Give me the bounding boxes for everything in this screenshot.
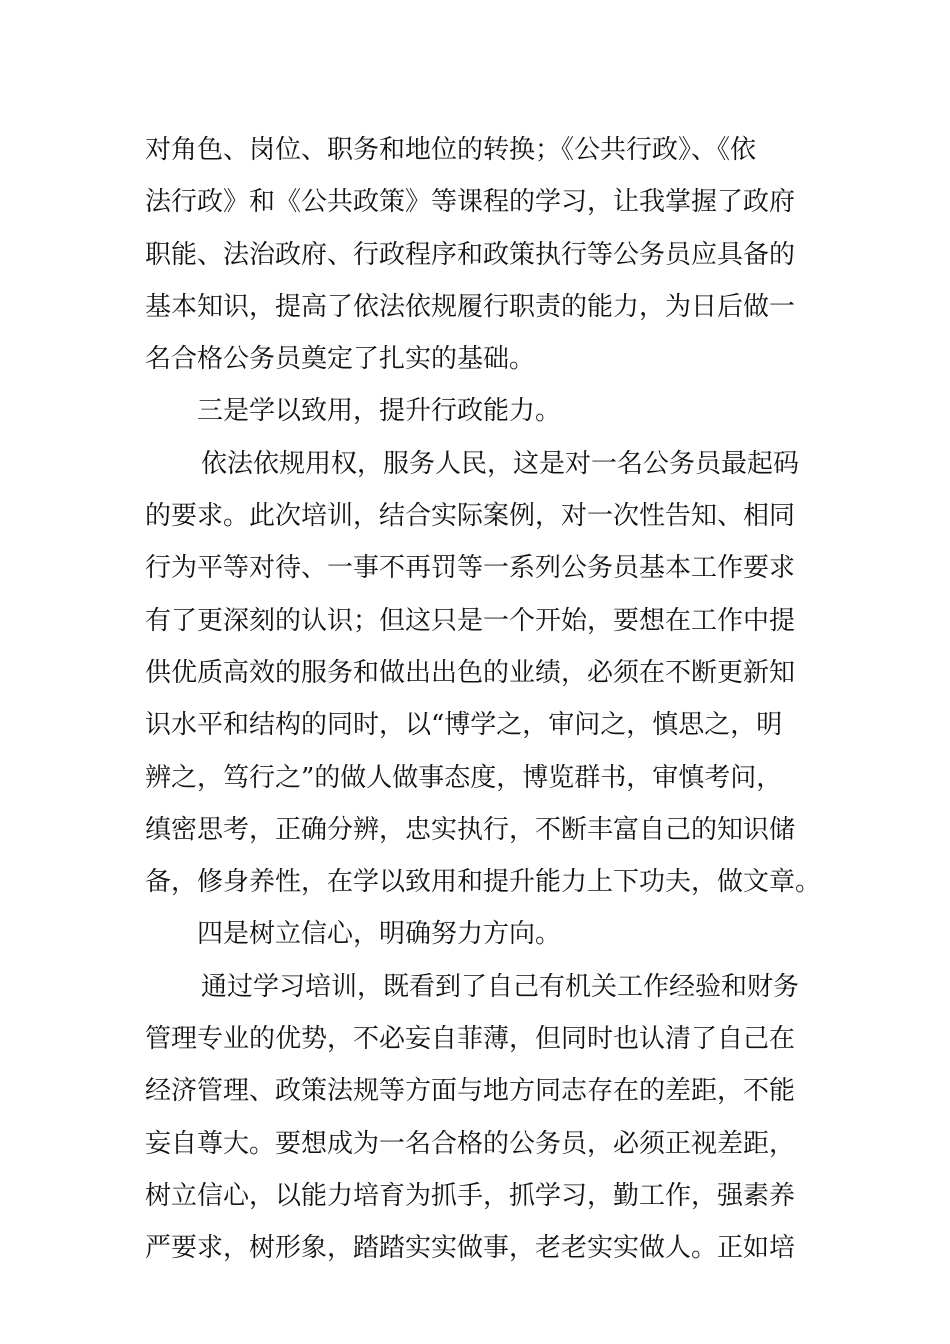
text-line: 管理专业的优势，不必妄自菲薄，但同时也认清了自己在	[145, 1024, 796, 1055]
document-body	[145, 124, 825, 1275]
text-line: 供优质高效的服务和做出出色的业绩，必须在不断更新知	[145, 657, 796, 688]
text-line: 通过学习培训，既看到了自己有机关工作经验和财务	[201, 971, 800, 1002]
text-line: 基本知识，提高了依法依规履行职责的能力，为日后做一	[145, 291, 796, 322]
text-line: 严要求，树形象，踏踏实实做事，老老实实做人。正如培	[145, 1233, 796, 1264]
text-line: 名合格公务员奠定了扎实的基础。	[145, 344, 536, 375]
text-line: 备，修身养性，在学以致用和提升能力上下功夫，做文章。	[145, 867, 822, 898]
text-line: 的要求。此次培训，结合实际案例，对一次性告知、相同	[145, 501, 796, 532]
text-line: 缜密思考，正确分辨，忠实执行，不断丰富自己的知识储	[145, 814, 796, 845]
text-line: 行为平等对待、一事不再罚等一系列公务员基本工作要求	[145, 553, 796, 584]
text-line: 有了更深刻的认识；但这只是一个开始，要想在工作中提	[145, 605, 796, 636]
text-line: 法行政》和《公共政策》等课程的学习，让我掌握了政府	[145, 187, 796, 218]
text-line: 妄自尊大。要想成为一名合格的公务员，必须正视差距，	[145, 1128, 796, 1159]
text-line: 辨之，笃行之”的做人做事态度，博览群书，审慎考问，	[145, 762, 783, 793]
text-line: 识水平和结构的同时，以“博学之，审问之，慎思之，明	[145, 710, 783, 741]
text-line: 职能、法治政府、行政程序和政策执行等公务员应具备的	[145, 239, 796, 270]
section-heading: 四是树立信心，明确努力方向。	[197, 919, 562, 950]
text-line: 经济管理、政策法规等方面与地方同志存在的差距，不能	[145, 1076, 796, 1107]
text-line: 依法依规用权，服务人民，这是对一名公务员最起码	[201, 448, 800, 479]
text-line: 对角色、岗位、职务和地位的转换；《公共行政》、《依	[145, 135, 757, 165]
text-line: 树立信心，以能力培育为抓手，抓学习，勤工作，强素养	[145, 1180, 796, 1211]
section-heading: 三是学以致用，提升行政能力。	[197, 396, 562, 427]
